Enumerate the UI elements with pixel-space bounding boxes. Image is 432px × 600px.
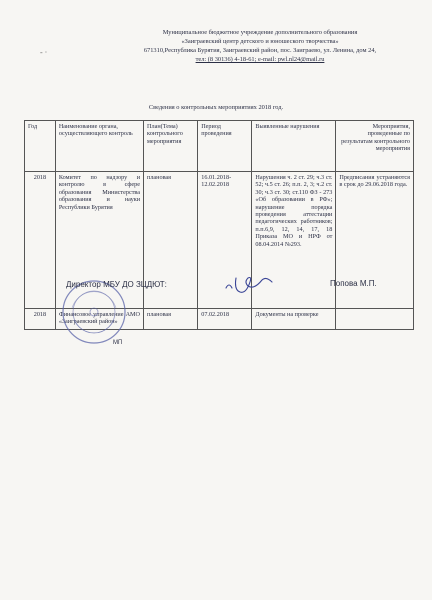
handwritten-signature (222, 272, 282, 298)
cell-plan: плановая (144, 172, 198, 309)
margin-mark: - · (40, 48, 48, 57)
org-subtitle-line: «Заиграевский центр детского и юношеского творчества» (181, 38, 339, 45)
col-header-measures: Мероприятия, проведенные по результатам контрольного мероприятия (336, 121, 414, 172)
cell-violations: Нарушения ч. 2 ст. 29; ч.3 ст. 52; ч.5 ст. 26; п.п. 2, 3; ч.2 ст. 30; ч.3 ст. 30; ст.110 ФЗ - 273 «Об образовании в РФ»; нарушение порядка проведения аттестации педагогических работников; п.п.6,9, 12, 14, 17, 18 Приказа МО и НРФ от 08.04.2014 №293. (252, 172, 336, 309)
col-header-plan: План(Тема) контрольного мероприятия (144, 121, 198, 172)
table-header-row (25, 121, 414, 172)
address-line: 671310,Республика Бурятия, Заиграевский район, пос. Заиграево, ул. Ленина, дом 24, (143, 47, 377, 54)
col-header-violations: Выявленные нарушения (252, 121, 336, 172)
cell-violations: Документы на проверке (252, 309, 336, 330)
col-header-organ: Наименование органа, осуществляющего контроль (55, 121, 143, 172)
director-label: Директор МБУ ДО ЗЦДЮТ: (66, 280, 167, 289)
cell-period: 07.02.2018 (198, 309, 252, 330)
document-title: Сведения о контрольных мероприятиях 2018 год. (148, 104, 284, 111)
stamp-place-label: МП (113, 340, 123, 346)
cell-organ: Комитет по надзору и контролю в сфере образования Министерства образования и науки Республики Бурятия (55, 172, 143, 309)
contact-line: тел: (8 30136) 4-18-61; e-mail: pwl.nl24@mail.ru (195, 56, 325, 63)
col-header-period: Период проведения (198, 121, 252, 172)
col-header-year: Год (25, 121, 56, 172)
letterhead (110, 28, 410, 64)
cell-organ: Финансовое управление АМО «Заиграевский район» (55, 309, 143, 330)
cell-measures: Предписания устраняются в срок до 29.06.2018 года. (336, 172, 414, 309)
cell-period: 16.01.2018-12.02.2018 (198, 172, 252, 309)
org-name-line: Муниципальное бюджетное учреждение дополнительного образования (162, 29, 358, 36)
cell-year: 2018 (25, 309, 56, 330)
director-name: Попова М.П. (330, 279, 377, 288)
cell-year: 2018 (25, 172, 56, 309)
signature-block (0, 272, 432, 352)
cell-plan: плановая (144, 309, 198, 330)
